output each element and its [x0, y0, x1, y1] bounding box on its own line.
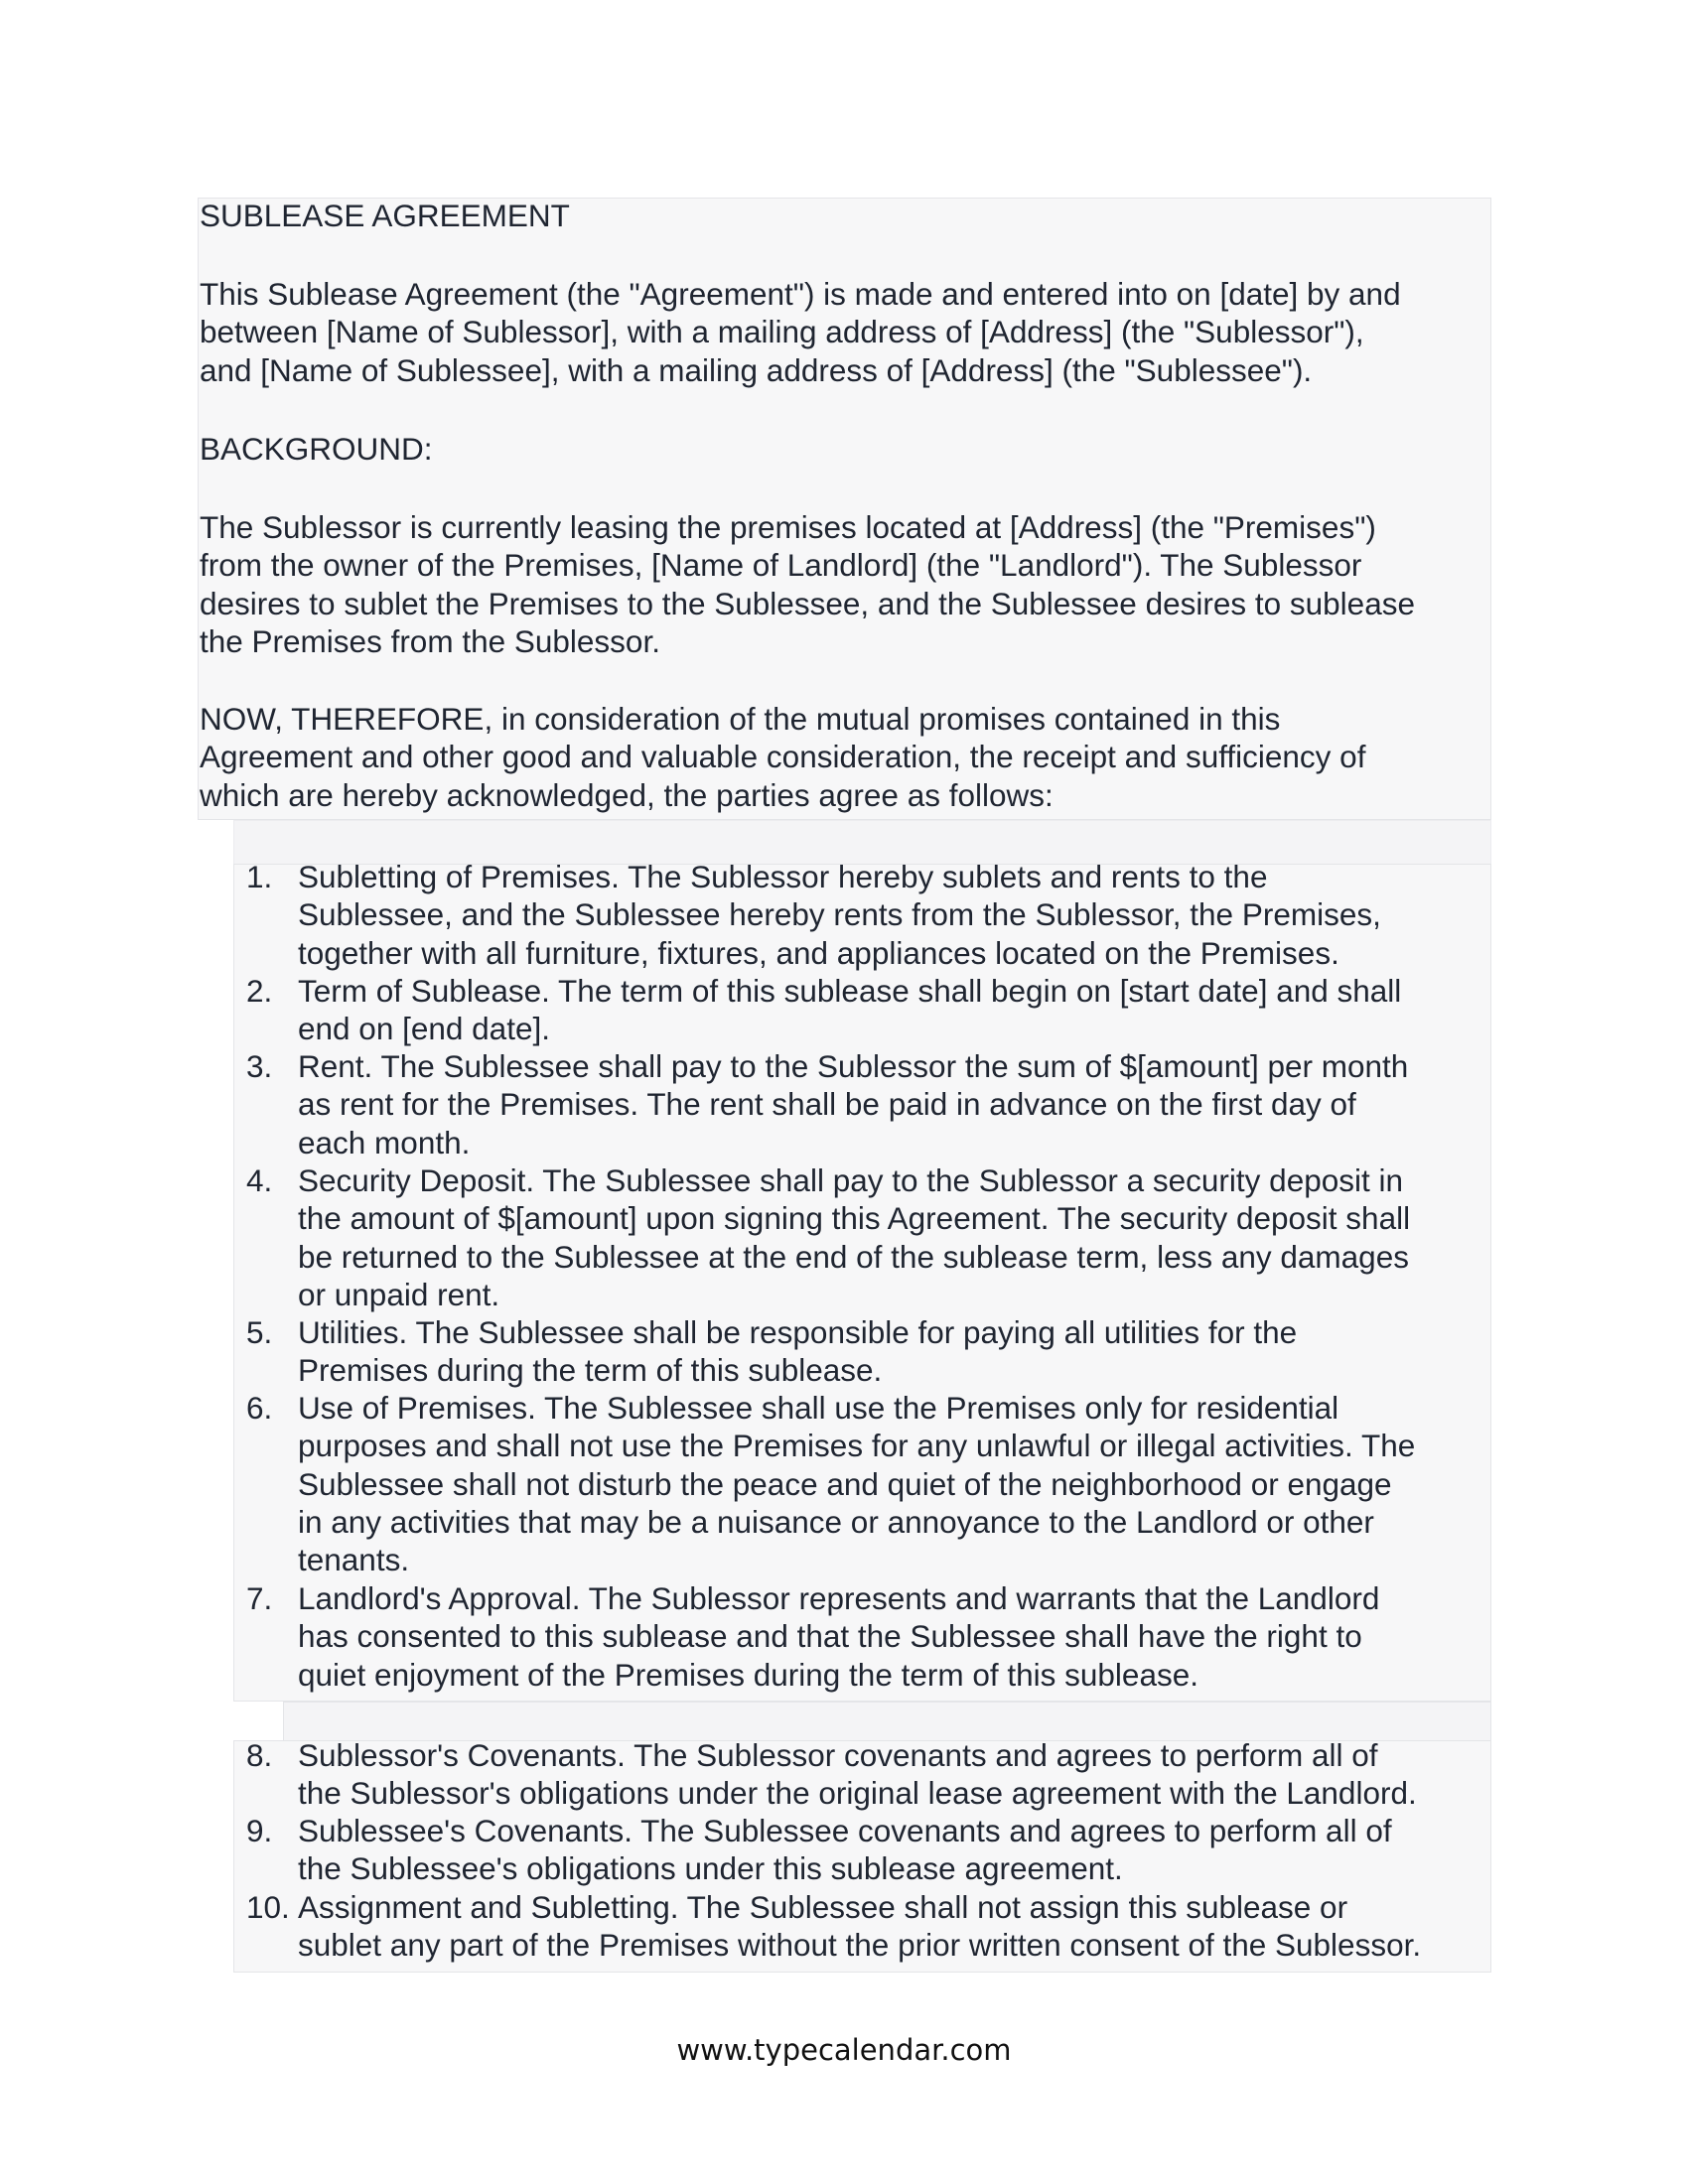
background-heading: BACKGROUND: [200, 431, 433, 467]
list-spacer-middle [283, 1702, 1491, 1741]
clause-text [298, 1812, 1489, 1888]
clause-line: Sublessee shall not disturb the peace and quiet of the neighborhood or engage [298, 1465, 1392, 1502]
clause-line: tenants. [298, 1542, 410, 1578]
clause-text [298, 858, 1489, 972]
intro-line: between [Name of Sublessor], with a mailing address of [Address] (the "Sublessor"), [200, 314, 1364, 350]
clause-line: Landlord's Approval. The Sublessor represents and warrants that the Landlord [298, 1580, 1380, 1616]
clause-line: Utilities. The Sublessee shall be responsible for paying all utilities for the [298, 1314, 1298, 1350]
clause-number: 2. [246, 973, 273, 1009]
clause-line: has consented to this sublease and that the Sublessee shall have the right to [298, 1618, 1362, 1655]
background-line: the Premises from the Sublessor. [200, 622, 660, 659]
clause-text [298, 1161, 1489, 1313]
clause-line: as rent for the Premises. The rent shall be paid in advance on the first day of [298, 1086, 1356, 1123]
background-line: The Sublessor is currently leasing the premises located at [Address] (the "Premises") [200, 509, 1376, 545]
intro-line: and [Name of Sublessee], with a mailing address of [Address] (the "Sublessee"). [200, 351, 1313, 388]
clause-line: purposes and shall not use the Premises for any unlawful or illegal activities. The [298, 1428, 1416, 1464]
intro-paragraph [200, 275, 1490, 389]
clause-line: Sublessor's Covenants. The Sublessor covenants and agrees to perform all of [298, 1737, 1378, 1773]
clause-line: the amount of $[amount] upon signing this Agreement. The security deposit shall [298, 1200, 1411, 1237]
clause-number: 5. [246, 1314, 273, 1350]
background-paragraph [200, 508, 1490, 660]
clause-line: Security Deposit. The Sublessee shall pay to the Sublessor a security deposit in [298, 1162, 1404, 1198]
clause-line: Term of Sublease. The term of this sublease shall begin on [start date] and shall [298, 973, 1402, 1009]
clause-number: 3. [246, 1048, 273, 1084]
clause-line: quiet enjoyment of the Premises during the term of this sublease. [298, 1656, 1198, 1693]
clause-line: Sublessee, and the Sublessee hereby rents from the Sublessor, the Premises, [298, 896, 1381, 933]
clause-line: each month. [298, 1124, 471, 1160]
clause-number: 7. [246, 1580, 273, 1616]
clause-line: Subletting of Premises. The Sublessor hereby sublets and rents to the [298, 859, 1268, 894]
clause-text [298, 972, 1489, 1048]
therefore-line: which are hereby acknowledged, the parties agree as follows: [200, 776, 1054, 813]
document-title: SUBLEASE AGREEMENT [200, 198, 570, 233]
clause-text [298, 1389, 1489, 1578]
clause-text [298, 1888, 1489, 1965]
clause-number: 9. [246, 1813, 273, 1848]
background-line: from the owner of the Premises, [Name of Landlord] (the "Landlord"). The Sublessor [200, 547, 1362, 584]
clause-line: Assignment and Subletting. The Sublessee shall not assign this sublease or [298, 1889, 1348, 1925]
clause-line: together with all furniture, fixtures, and appliances located on the Premises. [298, 934, 1339, 971]
clause-number: 4. [246, 1162, 273, 1198]
intro-line: This Sublease Agreement (the "Agreement") is made and entered into on [date] by and [200, 276, 1401, 312]
clause-text [298, 1736, 1489, 1813]
clause-line: the Sublessor's obligations under the original lease agreement with the Landlord. [298, 1775, 1417, 1812]
clause-number: 8. [246, 1737, 273, 1773]
background-line: desires to sublet the Premises to the Sublessee, and the Sublessee desires to sublease [200, 585, 1415, 621]
therefore-line: Agreement and other good and valuable consideration, the receipt and sufficiency of [200, 739, 1366, 775]
clause-number: 10. [246, 1889, 290, 1925]
clause-line: be returned to the Sublessee at the end of the sublease term, less any damages [298, 1238, 1409, 1275]
clause-line: or unpaid rent. [298, 1276, 500, 1312]
clause-line: end on [end date]. [298, 1011, 550, 1047]
therefore-paragraph [200, 700, 1490, 814]
footer-website-link[interactable]: www.typecalendar.com [676, 2033, 1012, 2067]
clause-line: Sublessee's Covenants. The Sublessee covenants and agrees to perform all of [298, 1813, 1392, 1848]
clause-number: 6. [246, 1390, 273, 1426]
clause-text [298, 1313, 1489, 1390]
clause-text [298, 1579, 1489, 1694]
clause-line: sublet any part of the Premises without the prior written consent of the Sublessor. [298, 1927, 1422, 1964]
clause-number: 1. [246, 859, 273, 894]
clause-line: Premises during the term of this sublease. [298, 1352, 883, 1389]
clause-text [298, 1047, 1489, 1161]
clause-line: Use of Premises. The Sublessee shall use the Premises only for residential [298, 1390, 1339, 1426]
clause-line: in any activities that may be a nuisance or annoyance to the Landlord or other [298, 1503, 1374, 1540]
clause-line: the Sublessee's obligations under this sublease agreement. [298, 1850, 1123, 1887]
therefore-line: NOW, THEREFORE, in consideration of the mutual promises contained in this [200, 701, 1281, 737]
clause-line: Rent. The Sublessee shall pay to the Sublessor the sum of $[amount] per month [298, 1048, 1409, 1084]
